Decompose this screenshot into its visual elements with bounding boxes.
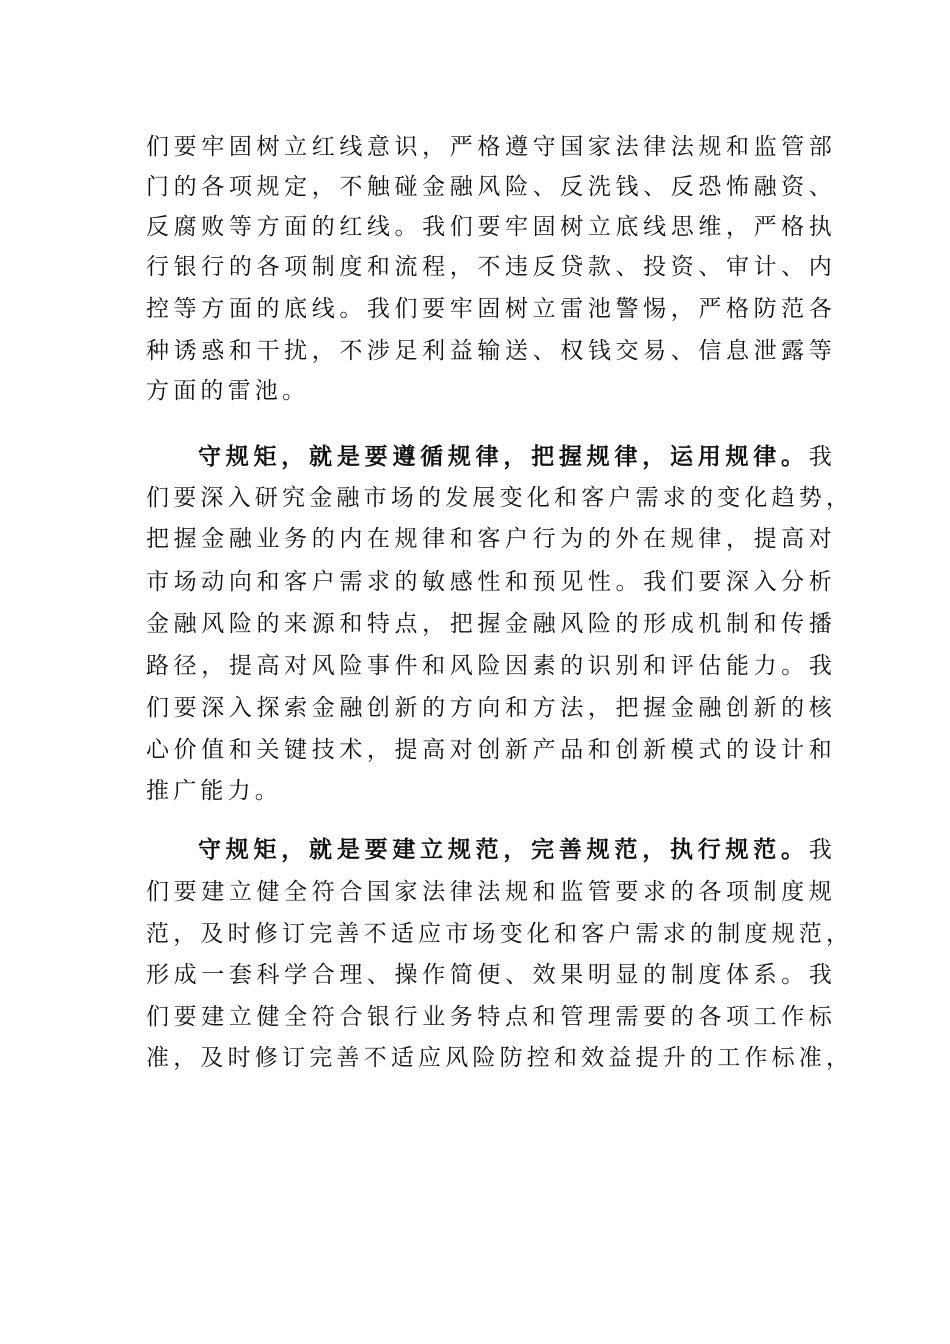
paragraph-2-line-2: 把握金融业务的内在规律和客户行为的外在规律，提高对 — [146, 526, 836, 552]
paragraph-3-line-3: 形成一套科学合理、操作简便、效果明显的制度体系。我 — [146, 962, 836, 988]
paragraph-2-line-6: 们要深入探索金融创新的方向和方法，把握金融创新的核 — [146, 695, 836, 721]
paragraph-3-lead-tail: 我 — [808, 837, 836, 863]
paragraph-1-line-1: 们要牢固树立红线意识，严格遵守国家法律法规和监管部 — [146, 134, 836, 160]
paragraph-2-line-8: 推广能力。 — [146, 778, 282, 804]
paragraph-1-line-2: 门的各项规定，不触碰金融风险、反洗钱、反恐怖融资、 — [146, 174, 836, 200]
paragraph-2-line-5: 路径，提高对风险事件和风险因素的识别和评估能力。我 — [146, 653, 836, 679]
paragraph-1-line-7: 方面的雷池。 — [146, 378, 310, 404]
paragraph-3-first-line — [198, 830, 836, 870]
paragraph-1-line-3: 反腐败等方面的红线。我们要牢固树立底线思维，严格执 — [146, 214, 836, 240]
paragraph-2-lead-tail: 我 — [808, 444, 836, 470]
paragraph-3-lead: 守规矩，就是要建立规范，完善规范，执行规范。 — [198, 836, 809, 863]
paragraph-3-line-4: 们要建立健全符合银行业务特点和管理需要的各项工作标 — [146, 1004, 836, 1030]
paragraph-1-line-4: 行银行的各项制度和流程，不违反贷款、投资、审计、内 — [146, 254, 836, 280]
paragraph-3-line-1: 们要建立健全符合国家法律法规和监管要求的各项制度规 — [146, 879, 836, 905]
paragraph-3-line-2: 范，及时修订完善不适应市场变化和客户需求的制度规范， — [146, 921, 854, 947]
paragraph-1-line-6: 种诱惑和干扰，不涉足利益输送、权钱交易、信息泄露等 — [146, 338, 836, 364]
paragraph-1-line-5: 控等方面的底线。我们要牢固树立雷池警惕，严格防范各 — [146, 296, 836, 322]
paragraph-2-line-7: 心价值和关键技术，提高对创新产品和创新模式的设计和 — [146, 737, 836, 763]
paragraph-3-line-5: 准，及时修订完善不适应风险防控和效益提升的工作标准， — [146, 1045, 854, 1071]
paragraph-2-line-3: 市场动向和客户需求的敏感性和预见性。我们要深入分析 — [146, 569, 836, 595]
paragraph-2-line-4: 金融风险的来源和特点，把握金融风险的形成机制和传播 — [146, 611, 836, 637]
paragraph-2-line-1: 们要深入研究金融市场的发展变化和客户需求的变化趋势， — [146, 485, 854, 511]
paragraph-2-lead: 守规矩，就是要遵循规律，把握规律，运用规律。 — [198, 443, 809, 470]
paragraph-2-first-line — [198, 437, 836, 477]
